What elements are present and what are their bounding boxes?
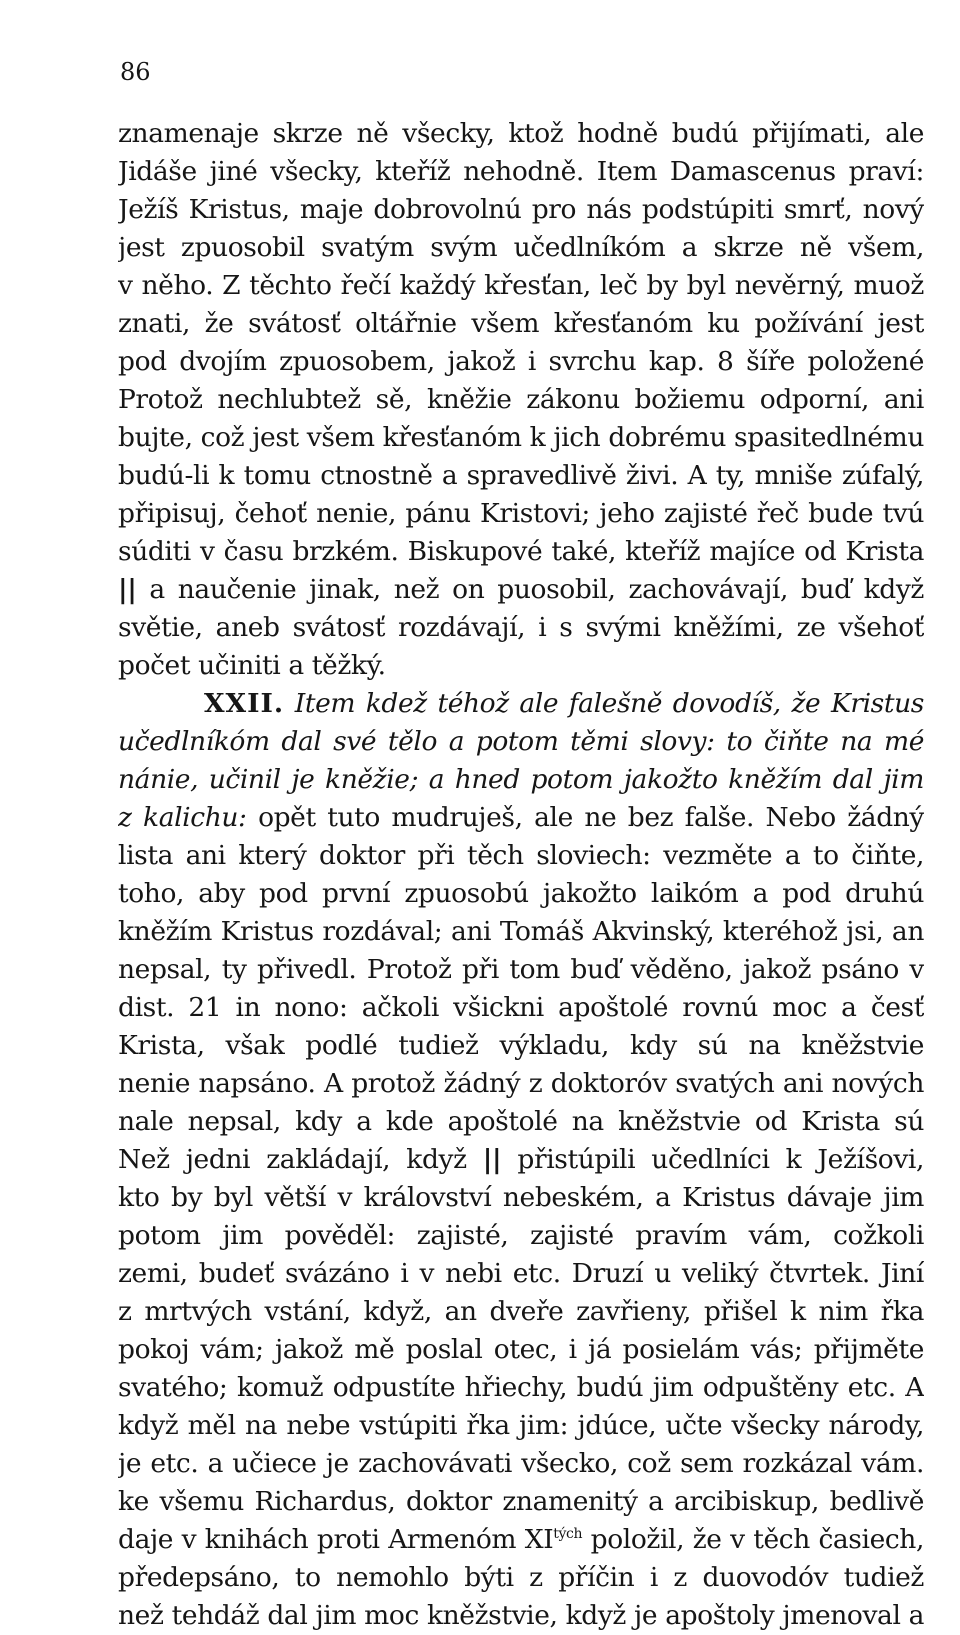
text-line: znati, že svátosť oltářnie všem křesťanóm ku požívání jest — [118, 308, 924, 339]
text-line: kněžím Kristus rozdával; ani Tomáš Akvinský, kteréhož jsi, an — [118, 916, 924, 947]
page-text — [118, 115, 924, 1635]
text-line: Protož nechlubtež sě, kněžie zákonu božiemu odporní, ani — [118, 384, 924, 415]
text-line: ke všemu Richardus, doktor znamenitý a arcibiskup, bedlivě — [118, 1486, 924, 1517]
text-line: Krista, však podlé tudiež výkladu, kdy sú na kněžstvie — [118, 1030, 924, 1061]
text-line: když měl na nebe vstúpiti řka jim: jdúce, učte všecky národy, — [118, 1410, 924, 1441]
text-line: z kalichu: opět tuto mudruješ, ale ne bez falše. Nebo žádný — [118, 802, 924, 833]
text-line: pod dvojím zpuosobem, jakož i svrchu kap. 8 šíře položené — [118, 346, 924, 377]
text-line: světie, aneb svátosť rozdávají, i s svými kněžími, ze všehoť — [118, 612, 924, 643]
text-line: potom jim pověděl: zajisté, zajisté pravím vám, cožkoli — [118, 1220, 924, 1251]
text-line: budú-li k tomu ctnostně a spravedlivě živi. A ty, mniše zúfalý, — [118, 460, 924, 491]
text-line: Jidáše jiné všecky, kteříž nehodně. Item Damascenus praví: — [118, 156, 924, 187]
text-line-with-margin-note: Než jedni zakládají, když || přistúpili učedlníci k Ježíšovi, — [118, 1144, 924, 1175]
text-line: počet učiniti a těžký. — [118, 650, 386, 681]
text-line-with-margin-note: || a naučenie jinak, než on puosobil, zachovávají, buď když — [118, 574, 924, 605]
text-line: předepsáno, to nemohlo býti z příčin i z duovodóv tudiež — [118, 1562, 924, 1593]
text-line: z mrtvých vstání, když, an dveře zavřieny, přišel k nim řka — [118, 1296, 924, 1327]
text-line: daje v knihách proti Armenóm $XI^{tých}$ položil, že v těch časiech, — [118, 1524, 924, 1555]
text-line: nepsal, ty přivedl. Protož při tom buď věděno, jakož psáno v — [118, 954, 924, 985]
text-line: bujte, což jest všem křesťanóm k jich dobrému spasitedlnému — [118, 422, 924, 453]
text-line: učedlníkóm dal své tělo a potom těmi slovy: to čiňte na mé — [118, 726, 924, 757]
text-line: nenie napsáno. A protož žádný z doktoróv svatých ani nových — [118, 1068, 924, 1099]
section-heading-line — [118, 685, 924, 723]
text-line: nale nepsal, kdy a kde apoštolé na kněžstvie od Krista sú — [118, 1106, 924, 1137]
text-line: kto by byl větší v království nebeském, a Kristus dávaje jim — [118, 1182, 924, 1213]
text-line: súditi v času brzkém. Biskupové také, kteříž majíce od Krista — [118, 536, 924, 567]
folio-separator: || — [118, 574, 137, 605]
text-line: svatého; komuž odpustíte hřiechy, budú jim odpuštěny etc. A — [118, 1372, 924, 1403]
text-line: toho, aby pod první zpuosobú jakožto laikóm a pod druhú — [118, 878, 924, 909]
section-numeral: XXII. — [204, 688, 285, 719]
text-line: lista ani který doktor při těch sloviech: vezměte a to čiňte, — [118, 840, 924, 871]
text-line: pokoj vám; jakož mě poslal otec, i já posielám vás; přijměte — [118, 1334, 924, 1365]
page-number: 86 — [120, 58, 151, 86]
folio-separator: || — [482, 1144, 502, 1175]
text-line: zemi, budeť svázáno i v nebi etc. Druzí u veliký čtvrtek. Jiní — [118, 1258, 924, 1289]
text-line: Ježíš Kristus, maje dobrovolnú pro nás podstúpiti smrť, nový — [118, 194, 924, 225]
text-line: znamenaje skrze ně všecky, ktož hodně budú přijímati, ale — [118, 118, 924, 149]
text-line: je etc. a učiece je zachovávati všecko, což sem rozkázal vám. — [118, 1448, 924, 1479]
section-lead: Item kdež téhož ale falešně dovodíš, že Kristus — [294, 688, 924, 719]
text-line: připisuj, čehoť nenie, pánu Kristovi; jeho zajisté řeč bude tvú — [118, 498, 924, 529]
text-line: než tehdáž dal jim moc kněžstvie, když je apoštoly jmenoval a — [118, 1600, 924, 1631]
text-line: jest zpuosobil svatým svým učedlníkóm a skrze ně všem, — [118, 232, 924, 263]
text-line: dist. 21 in nono: ačkoli všickni apoštolé rovnú moc a česť — [118, 992, 924, 1023]
text-line: nánie, učinil je kněžie; a hned potom jakožto kněžím dal jim — [118, 764, 924, 795]
text-line: v něho. Z těchto řečí každý křesťan, leč by byl nevěrný, muož — [118, 270, 924, 301]
